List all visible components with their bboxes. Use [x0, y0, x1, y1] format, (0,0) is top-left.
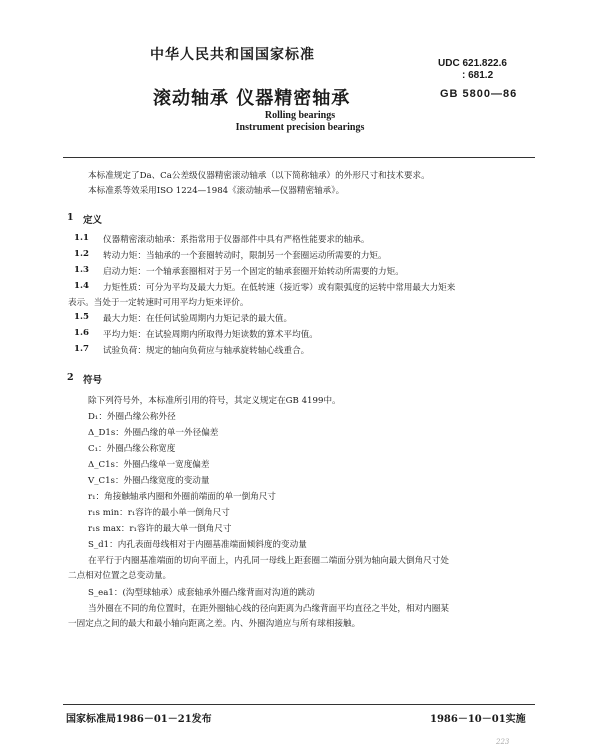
symbol-definition: C₁：外圈凸缘公称宽度 [88, 444, 176, 454]
symbol-definition: D₁：外圈凸缘公称外径 [88, 412, 176, 422]
clause-number: 1.6 [74, 328, 89, 338]
symbols-intro: 除下列符号外，本标准所引用的符号，其定义规定在GB 4199中。 [88, 396, 341, 406]
intro-paragraph-2: 本标准系等效采用ISO 1224—1984《滚动轴承—仪器精密轴承》。 [88, 186, 345, 196]
clause-number: 1.3 [74, 265, 89, 275]
issue-date: 国家标准局1986－01－21发布 [66, 714, 212, 725]
section-2-number: 2 [67, 372, 74, 383]
document-title-en-line1: Rolling bearings [264, 110, 336, 121]
clause-number: 1.5 [74, 312, 89, 322]
standard-header: 中华人民共和国国家标准 [150, 47, 315, 63]
symbol-explanation-continuation: 二点相对位置之总变动量。 [68, 571, 172, 581]
gb-number: GB 5800—86 [440, 88, 518, 100]
clause-text: 最大力矩：在任何试验周期内力矩记录的最大值。 [103, 314, 293, 324]
section-1-number: 1 [67, 212, 74, 223]
document-title-en-line2: Instrument precision bearings [235, 122, 365, 133]
clause-number: 1.7 [74, 344, 89, 354]
clause-text: 仪器精密滚动轴承：系指常用于仪器部件中具有严格性能要求的轴承。 [103, 235, 370, 245]
symbol-definition: Δ_D1s：外圈凸缘的单一外径偏差 [88, 428, 219, 438]
symbol-definition: V_C1s：外圈凸缘宽度的变动量 [88, 476, 210, 486]
clause-number: 1.2 [74, 249, 89, 259]
symbol-definition: S_d1：内孔表面母线相对于内圈基准端面倾斜度的变动量 [88, 540, 307, 550]
symbol-definition: r₁s max：r₁容许的最大单一倒角尺寸 [88, 524, 232, 534]
symbol-definition: r₁s min：r₁容许的最小单一倒角尺寸 [88, 508, 230, 518]
symbol-definition: Δ_C1s：外圈凸缘单一宽度偏差 [88, 460, 210, 470]
header-divider [63, 157, 535, 158]
symbol-explanation-continuation: 一固定点之间的最大和最小轴向距离之差。内、外圈沟道应与所有球相接触。 [68, 619, 361, 629]
clause-text-continuation: 表示。当处于一定转速时可用平均力矩来评价。 [68, 298, 249, 308]
footer-divider [63, 704, 535, 705]
section-1-title: 定义 [83, 215, 103, 226]
symbol-definition: S_ea1：(沟型球轴承）成套轴承外圈凸缘背面对沟道的跳动 [88, 588, 315, 598]
section-2-title: 符号 [83, 375, 103, 386]
clause-text: 力矩性质：可分为平均及最大力矩。在低转速（接近零）或有限弧度的运转中常用最大力矩来 [103, 283, 456, 293]
intro-paragraph-1: 本标准规定了Da、Ca公差级仪器精密滚动轴承（以下简称轴承）的外形尺寸和技术要求。 [88, 171, 430, 181]
symbol-explanation: 当外圈在不同的角位置时，在距外圈轴心线的径向距离为凸缘背面平均直径之半处，相对内圈某 [88, 604, 449, 614]
page-mark: 223 [496, 738, 510, 746]
symbol-definition: r₁：角接触轴承内圈和外圈前端面的单一倒角尺寸 [88, 492, 277, 502]
clause-text: 试验负荷：规定的轴向负荷应与轴承旋转轴心线重合。 [103, 346, 310, 356]
document-title-cn: 滚动轴承 仪器精密轴承 [153, 88, 351, 109]
clause-text: 启动力矩：一个轴承套圈相对于另一个固定的轴承套圈开始转动所需要的力矩。 [103, 267, 404, 277]
implementation-date: 1986－10－01实施 [430, 714, 526, 725]
udc-code: UDC 621.822.6 [438, 58, 507, 69]
clause-text: 转动力矩：当轴承的一个套圈转动时，限制另一个套圈运动所需要的力矩。 [103, 251, 387, 261]
symbol-explanation: 在平行于内圈基准端面的切向平面上，内孔同一母线上距套圈二端面分别为轴向最大倒角尺寸处 [88, 556, 449, 566]
clause-number: 1.1 [74, 233, 89, 243]
clause-number: 1.4 [74, 281, 89, 291]
udc-code-sub: : 681.2 [462, 70, 494, 81]
clause-text: 平均力矩：在试验周期内所取得力矩读数的算术平均值。 [103, 330, 318, 340]
